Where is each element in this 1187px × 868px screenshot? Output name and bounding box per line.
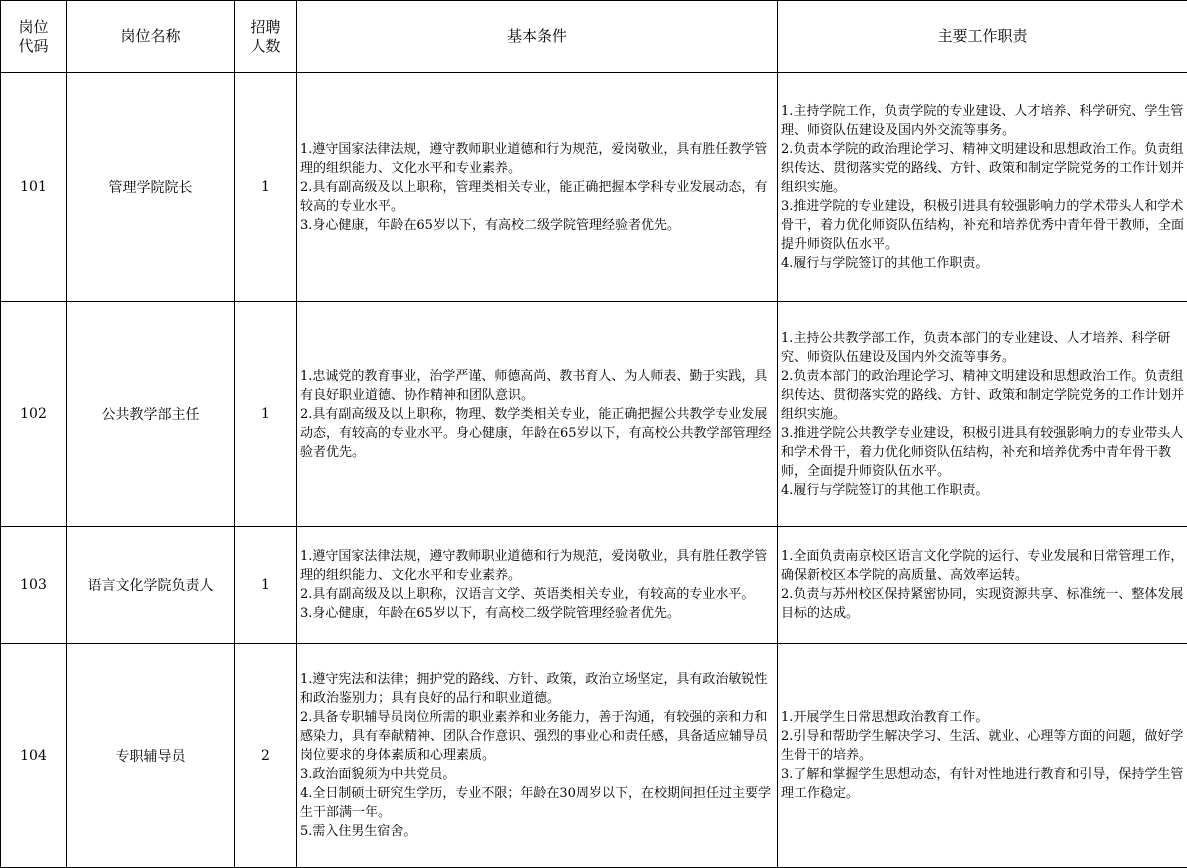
requirement-item: 3.身心健康，年龄在65岁以下，有高校二级学院管理经验者优先。 bbox=[300, 216, 775, 235]
duty-item: 3.推进学院的专业建设，积极引进具有较强影响力的学术带头人和学术骨干，着力优化师资队伍结构，补充和培养优秀中青年骨干教师，全面提升师资队伍水平。 bbox=[781, 197, 1185, 254]
position-count: 1 bbox=[235, 527, 297, 644]
position-duties bbox=[778, 302, 1187, 527]
requirement-item: 2.具备专职辅导员岗位所需的职业素养和业务能力，善于沟通，有较强的亲和力和感染力，具有奉献精神、团队合作意识、强烈的事业心和责任感，具备适应辅导员岗位要求的身体素质和心理素质。 bbox=[300, 708, 775, 765]
requirement-item: 3.政治面貌须为中共党员。 bbox=[300, 765, 775, 784]
requirement-item: 2.具有副高级及以上职称，管理类相关专业，能正确把握本学科专业发展动态，有较高的专业水平。 bbox=[300, 178, 775, 216]
duty-item: 2.负责与苏州校区保持紧密协同，实现资源共享、标准统一、整体发展目标的达成。 bbox=[781, 585, 1185, 623]
requirement-item: 1.遵守国家法律法规，遵守教师职业道德和行为规范，爱岗敬业，具有胜任教学管理的组织能力、文化水平和专业素养。 bbox=[300, 547, 775, 585]
table-row bbox=[1, 73, 1187, 302]
position-requirements bbox=[297, 73, 778, 302]
header-requirements: 基本条件 bbox=[297, 1, 778, 73]
position-name: 专职辅导员 bbox=[67, 644, 235, 868]
duty-item: 2.负责本部门的政治理论学习、精神文明建设和思想政治工作。负责组织传达、贯彻落实党的路线、方针、政策和制定学院党务的工作计划并组织实施。 bbox=[781, 367, 1185, 424]
table-row bbox=[1, 644, 1187, 868]
table-row bbox=[1, 527, 1187, 644]
duty-item: 1.全面负责南京校区语言文化学院的运行、专业发展和日常管理工作，确保新校区本学院的高质量、高效率运转。 bbox=[781, 547, 1185, 585]
duty-item: 2.引导和帮助学生解决学习、生活、就业、心理等方面的问题，做好学生骨干的培养。 bbox=[781, 727, 1185, 765]
duty-item: 2.负责本学院的政治理论学习、精神文明建设和思想政治工作。负责组织传达、贯彻落实党的路线、方针、政策和制定学院党务的工作计划并组织实施。 bbox=[781, 140, 1185, 197]
position-duties bbox=[778, 644, 1187, 868]
position-code: 101 bbox=[1, 73, 67, 302]
position-code: 103 bbox=[1, 527, 67, 644]
position-duties bbox=[778, 527, 1187, 644]
requirement-item: 1.遵守国家法律法规，遵守教师职业道德和行为规范，爱岗敬业，具有胜任教学管理的组织能力、文化水平和专业素养。 bbox=[300, 140, 775, 178]
requirement-item: 1.忠诚党的教育事业，治学严谨、师德高尚、教书育人、为人师表、勤于实践，具有良好职业道德、协作精神和团队意识。 bbox=[300, 367, 775, 405]
position-duties bbox=[778, 73, 1187, 302]
duty-item: 1.主持公共教学部工作，负责本部门的专业建设、人才培养、科学研究、师资队伍建设及国内外交流等事务。 bbox=[781, 329, 1185, 367]
position-code: 104 bbox=[1, 644, 67, 868]
header-count: 招聘人数 bbox=[235, 1, 297, 73]
position-count: 1 bbox=[235, 302, 297, 527]
table-row bbox=[1, 302, 1187, 527]
position-name: 公共教学部主任 bbox=[67, 302, 235, 527]
header-code: 岗位代码 bbox=[1, 1, 67, 73]
header-row bbox=[1, 1, 1187, 73]
duty-item: 4.履行与学院签订的其他工作职责。 bbox=[781, 254, 1185, 273]
requirement-item: 3.身心健康，年龄在65岁以下，有高校二级学院管理经验者优先。 bbox=[300, 604, 775, 623]
position-count: 2 bbox=[235, 644, 297, 868]
duty-item: 1.开展学生日常思想政治教育工作。 bbox=[781, 708, 1185, 727]
requirement-item: 4.全日制硕士研究生学历，专业不限；年龄在30周岁以下，在校期间担任过主要学生干部满一年。 bbox=[300, 784, 775, 822]
requirement-item: 2.具有副高级及以上职称，物理、数学类相关专业，能正确把握公共教学专业发展动态，有较高的专业水平。身心健康，年龄在65岁以下，有高校公共教学部管理经验者优先。 bbox=[300, 405, 775, 462]
position-name: 语言文化学院负责人 bbox=[67, 527, 235, 644]
position-code: 102 bbox=[1, 302, 67, 527]
duty-item: 1.主持学院工作，负责学院的专业建设、人才培养、科学研究、学生管理、师资队伍建设及国内外交流等事务。 bbox=[781, 102, 1185, 140]
position-name: 管理学院院长 bbox=[67, 73, 235, 302]
header-name: 岗位名称 bbox=[67, 1, 235, 73]
duty-item: 3.了解和掌握学生思想动态，有针对性地进行教育和引导，保持学生管理工作稳定。 bbox=[781, 765, 1185, 803]
duty-item: 3.推进学院公共教学专业建设，积极引进具有较强影响力的专业带头人和学术骨干，着力优化师资队伍结构，补充和培养优秀中青年骨干教师，全面提升师资队伍水平。 bbox=[781, 424, 1185, 481]
duty-item: 4.履行与学院签订的其他工作职责。 bbox=[781, 481, 1185, 500]
position-requirements bbox=[297, 302, 778, 527]
position-count: 1 bbox=[235, 73, 297, 302]
requirement-item: 2.具有副高级及以上职称，汉语言文学、英语类相关专业，有较高的专业水平。 bbox=[300, 585, 775, 604]
requirement-item: 5.需入住男生宿舍。 bbox=[300, 822, 775, 841]
requirement-item: 1.遵守宪法和法律；拥护党的路线、方针、政策，政治立场坚定，具有政治敏锐性和政治鉴别力；具有良好的品行和职业道德。 bbox=[300, 670, 775, 708]
position-requirements bbox=[297, 644, 778, 868]
position-requirements bbox=[297, 527, 778, 644]
header-duties: 主要工作职责 bbox=[778, 1, 1187, 73]
